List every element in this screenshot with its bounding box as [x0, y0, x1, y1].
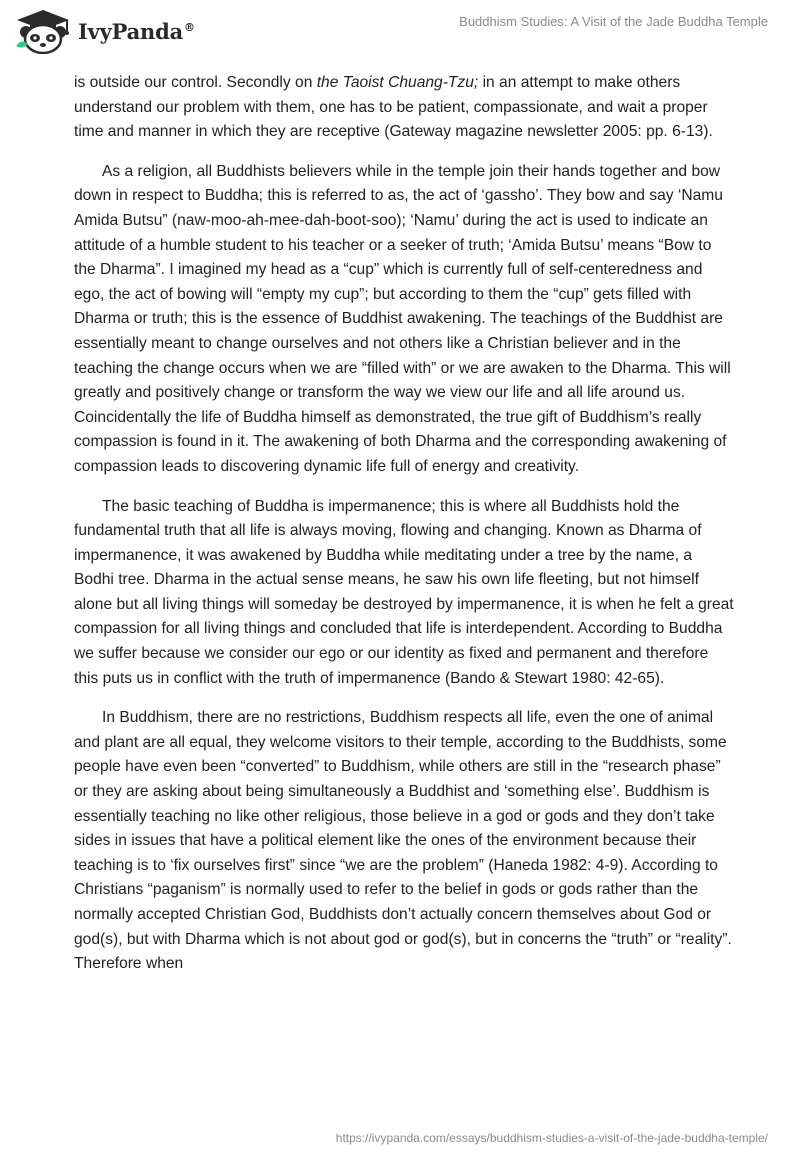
paragraph-4: In Buddhism, there are no restrictions, Buddhism respects all life, even the one of animal and plant are all equal, they welcome visitors to their temple, according to the Buddhists, some people have even been “converted” to Buddhism, while others are still in the “research phase” or they are asking about being simultaneously a Buddhist and ‘something else’. Buddhism is essentially teaching no like other religious, those believe in a god or gods and they don’t take sides in issues that have a political element like the ones of the environment because their teaching is to ‘fix ourselves first” since “we are the problem” (Haneda 1982: 4-9). According to Christians “paganism” is normally used to refer to the belief in gods or gods rather than the normally accepted Christian God, Buddhists don’t actually concern themselves about God or god(s), but with Dharma which is not about god or god(s), but in concerns the “truth” or “reality”. Therefore when [74, 709, 732, 973]
paragraph-1-italic: the Taoist Chuang-Tzu; [316, 74, 479, 91]
document-title: Buddhism Studies: A Visit of the Jade Buddha Temple [459, 14, 768, 29]
paragraph-2: As a religion, all Buddhists believers while in the temple join their hands together and bow down in respect to Buddha; this is referred to as, the act of ‘gassho’. They bow and say ‘Namu Amida Butsu” (naw-moo-ah-mee-dah-boot-soo); ‘Namu’ during the act is used to indicate an attitude of a humble student to his teacher or a seeker of truth; ‘Amida Butsu’ means “Bow to the Dharma”. I imagined my head as a “cup” which is currently full of self-centeredness and ego, the act of bowing will “empty my cup”; but according to them the “cup” gets filled with Dharma or truth; this is the essence of Buddhist awakening. The teachings of the Buddhist are essentially meant to change ourselves and not others like a Christian believer and in the teaching the change occurs when we are “filled with” or we are awaken to the Dharma. This will greatly and positively change or transform the way we view our life and all life around us. Coincidentally the life of Buddha himself as demonstrated, the true gift of Buddhism’s really compassion is found in it. The awakening of both Dharma and the corresponding awakening of compassion leads to discovering dynamic life full of energy and creativity. [74, 162, 731, 475]
paragraph-3: The basic teaching of Buddha is impermanence; this is where all Buddhists hold the fundamental truth that all life is always moving, flowing and changing. Known as Dharma of impermanence, it was awakened by Buddha while meditating under a tree by the name, a Bodhi tree. Dharma in the actual sense means, he saw his own life fleeting, but not himself alone but all living things will someday be destroyed by impermanence, it is when he felt a great compassion for all living things and concluded that life is interdependent. According to Buddha we suffer because we consider our ego or our identity as fixed and permanent and therefore this puts us in conflict with the truth of impermanence (Bando & Stewart 1980: 42-65). [74, 497, 734, 687]
registered-mark: ® [184, 20, 195, 34]
paragraph-1-text-a: is outside our control. Secondly on [74, 74, 317, 91]
page-header [0, 0, 800, 70]
brand-name: IvyPanda® [78, 18, 195, 44]
ivypanda-logo[interactable] [14, 8, 195, 54]
panda-graduate-logo-icon [14, 8, 72, 54]
paragraph-1-text-b: in an attempt to make others understand our problem with them, one has to be patient, compassionate, and wait a proper time and manner in which they are receptive (Gateway magazine newsletter 2005: pp. 6-13). [74, 74, 713, 141]
essay-body [74, 71, 734, 992]
source-url[interactable]: https://ivypanda.com/essays/buddhism-studies-a-visit-of-the-jade-buddha-temple/ [335, 1131, 768, 1145]
paragraph-1 [74, 71, 734, 145]
